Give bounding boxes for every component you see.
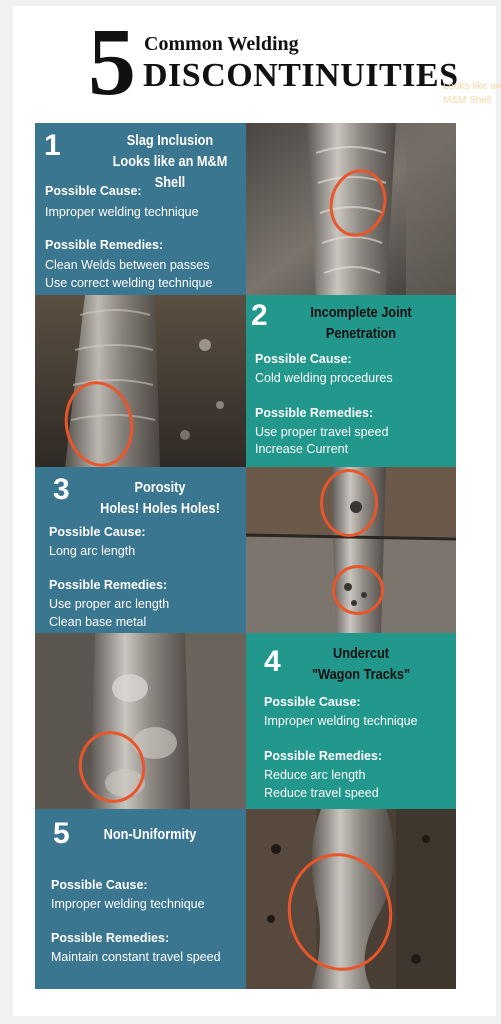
possible-cause-text: Cold welding procedures [255,371,393,385]
defect-highlight-circle [320,469,378,537]
remedy-text: Clean Welds between passes [45,258,210,272]
possible-remedies-label: Possible Remedies: [264,749,383,763]
weld-photo-non-uniformity [246,809,456,989]
possible-cause-text: Improper welding technique [45,205,199,219]
card-title: Porosity Holes! Holes Holes! [100,479,220,517]
card-slag-inclusion [35,123,246,295]
header-number: 5 [88,8,136,115]
possible-cause-label: Possible Cause: [255,352,352,366]
possible-remedies-label: Possible Remedies: [49,578,168,592]
card-incomplete-joint-penetration [246,295,456,467]
possible-cause-label: Possible Cause: [49,525,146,539]
remedy-text: Use proper travel speed [255,425,389,439]
card-title: Incomplete Joint Penetration [310,304,412,342]
card-porosity [35,467,246,633]
possible-cause-label: Possible Cause: [45,184,142,198]
weld-photo-incomplete-penetration [35,295,246,467]
card-number: 4 [264,645,281,678]
remedy-text: Increase Current [255,442,349,456]
weld-photo-porosity [246,467,456,633]
defect-highlight-circle [332,565,384,615]
card-title: Slag Inclusion Looks like an M&M Shell [112,132,228,191]
header-title-line1: Common Welding [144,33,299,55]
remedy-text: Reduce travel speed [264,786,379,800]
weld-photo-undercut [35,633,246,809]
remedy-text: Clean base metal [49,615,147,629]
remedy-text: Maintain constant travel speed [51,950,221,964]
card-number: 5 [53,817,70,850]
header [0,0,501,120]
card-number: 2 [251,299,268,332]
card-title: Undercut "Wagon Tracks" [311,645,411,683]
possible-remedies-label: Possible Remedies: [45,238,164,252]
possible-remedies-label: Possible Remedies: [51,931,170,945]
remedy-text: Use correct welding technique [45,276,213,290]
remedy-text: Reduce arc length [264,768,366,782]
possible-cause-text: Long arc length [49,544,136,558]
weld-photo-slag-inclusion [246,123,456,295]
card-non-uniformity [35,809,246,989]
possible-cause-text: Improper welding technique [51,897,205,911]
card-undercut [246,633,456,809]
possible-remedies-label: Possible Remedies: [255,406,374,420]
remedy-text: Use proper arc length [49,597,170,611]
card-title: Non-Uniformity [103,826,197,843]
possible-cause-label: Possible Cause: [264,695,361,709]
card-number: 3 [53,473,70,506]
ghost-watermark-text: Looks like an M&M Shell [443,81,501,106]
possible-cause-label: Possible Cause: [51,878,148,892]
possible-cause-text: Improper welding technique [264,714,418,728]
card-number: 1 [44,129,61,162]
header-title-line2: DISCONTINUITIES [143,57,459,94]
